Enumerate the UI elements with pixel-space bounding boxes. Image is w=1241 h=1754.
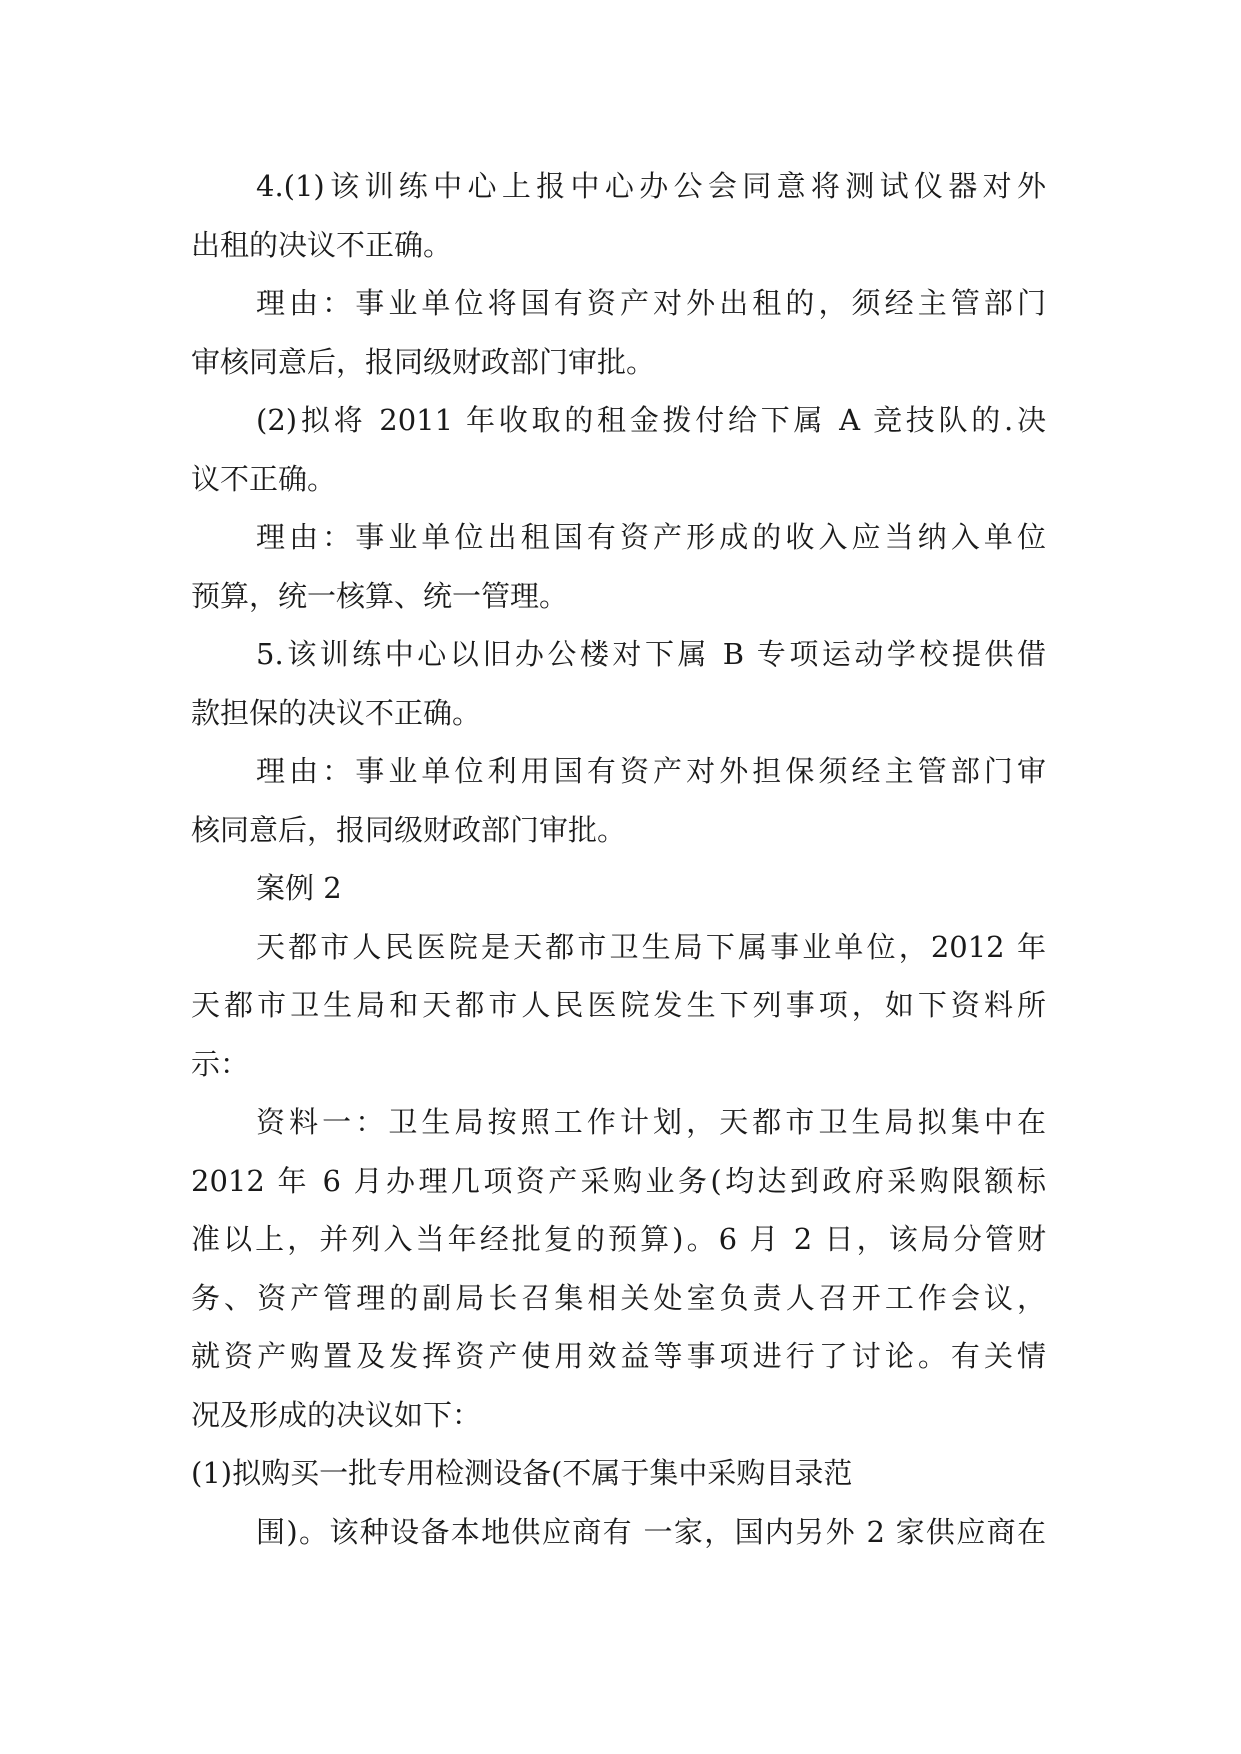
text-line: 围)。该种设备本地供应商有 一家，国内另外 2 家供应商在 — [256, 1515, 1046, 1549]
text-line: 预算，统一核算、统一管理。 — [191, 579, 569, 613]
text-line: 天都市卫生局和天都市人民医院发生下列事项，如下资料所 — [191, 988, 1046, 1022]
text-line: 审核同意后，报同级财政部门审批。 — [191, 345, 656, 379]
text-line: 准以上，并列入当年经批复的预算)。6 月 2 日，该局分管财 — [191, 1222, 1046, 1256]
text-line: 2012 年 6 月办理几项资产采购业务(均达到政府采购限额标 — [191, 1164, 1046, 1198]
text-line: 理由：事业单位出租国有资产形成的收入应当纳入单位 — [256, 520, 1046, 554]
text-line: 出租的决议不正确。 — [191, 228, 453, 262]
text-line: 核同意后，报同级财政部门审批。 — [191, 813, 627, 847]
case-heading: 案例 2 — [256, 871, 342, 905]
text-line: (2)拟将 2011 年收取的租金拨付给下属 A 竞技队的.决 — [256, 403, 1046, 437]
text-line: (1)拟购买一批专用检测设备(不属于集中采购目录范 — [191, 1456, 853, 1490]
text-line: 就资产购置及发挥资产使用效益等事项进行了讨论。有关情 — [191, 1339, 1046, 1373]
text-line: 5.该训练中心以旧办公楼对下属 B 专项运动学校提供借 — [256, 637, 1046, 671]
text-line: 务、资产管理的副局长召集相关处室负责人召开工作会议， — [191, 1281, 1046, 1315]
text-line: 资料一：卫生局按照工作计划，天都市卫生局拟集中在 — [256, 1105, 1046, 1139]
text-line: 示： — [191, 1047, 250, 1081]
text-line: 理由：事业单位将国有资产对外出租的，须经主管部门 — [256, 286, 1046, 320]
text-line: 4.(1)该训练中心上报中心办公会同意将测试仪器对外 — [256, 169, 1046, 203]
text-line: 况及形成的决议如下： — [191, 1398, 482, 1432]
text-line: 天都市人民医院是天都市卫生局下属事业单位，2012 年 — [256, 930, 1046, 964]
text-line: 款担保的决议不正确。 — [191, 696, 482, 730]
text-line: 议不正确。 — [191, 462, 337, 496]
text-line: 理由：事业单位利用国有资产对外担保须经主管部门审 — [256, 754, 1046, 788]
